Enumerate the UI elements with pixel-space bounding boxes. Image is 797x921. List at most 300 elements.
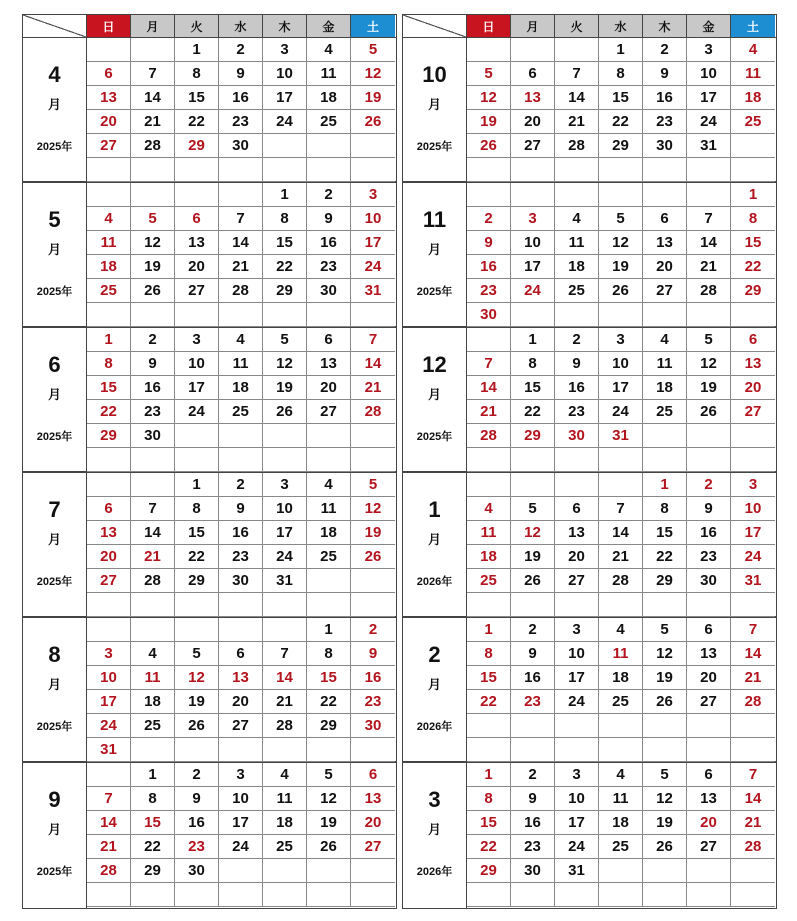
day-cell: 9 <box>511 642 555 666</box>
day-cell: 30 <box>131 424 175 448</box>
day-cell: 25 <box>643 400 687 424</box>
empty-cell <box>87 38 131 62</box>
day-cell: 22 <box>467 690 511 714</box>
day-cell: 28 <box>731 835 775 859</box>
day-cell: 14 <box>87 811 131 835</box>
day-cell: 31 <box>555 859 599 883</box>
day-cell: 19 <box>263 376 307 400</box>
empty-cell <box>643 303 687 327</box>
day-cell: 13 <box>555 521 599 545</box>
month-block <box>23 38 396 183</box>
empty-cell <box>307 593 351 617</box>
empty-cell <box>263 738 307 762</box>
day-cell: 22 <box>175 110 219 134</box>
month-block <box>403 183 776 328</box>
day-cell: 12 <box>131 231 175 255</box>
weekday-saturday: 土 <box>351 15 395 37</box>
day-cell: 20 <box>687 666 731 690</box>
day-cell: 18 <box>599 811 643 835</box>
day-cell: 20 <box>307 376 351 400</box>
empty-cell <box>599 473 643 497</box>
day-cell: 28 <box>599 569 643 593</box>
month-label <box>403 38 467 181</box>
day-cell: 5 <box>351 38 395 62</box>
day-cell: 24 <box>555 835 599 859</box>
month-year: 2025年 <box>36 141 73 153</box>
day-cell: 5 <box>643 618 687 642</box>
day-grid <box>87 618 396 761</box>
day-grid <box>87 38 396 181</box>
day-cell: 9 <box>687 497 731 521</box>
month-char: 月 <box>427 242 441 257</box>
day-cell: 4 <box>731 38 775 62</box>
empty-cell <box>175 738 219 762</box>
empty-cell <box>307 448 351 472</box>
empty-cell <box>307 859 351 883</box>
day-cell: 28 <box>131 569 175 593</box>
month-char: 月 <box>427 822 441 837</box>
day-cell: 30 <box>467 303 511 327</box>
day-cell: 16 <box>555 376 599 400</box>
day-cell: 30 <box>511 859 555 883</box>
day-cell: 23 <box>511 835 555 859</box>
day-cell: 15 <box>263 231 307 255</box>
month-label <box>403 618 467 761</box>
month-block <box>403 763 776 908</box>
day-cell: 9 <box>307 207 351 231</box>
month-number: 8 <box>48 642 61 667</box>
day-cell: 23 <box>643 110 687 134</box>
day-cell: 27 <box>87 569 131 593</box>
month-label <box>23 38 87 181</box>
day-cell: 17 <box>175 376 219 400</box>
day-cell: 29 <box>175 134 219 158</box>
day-grid <box>87 328 396 471</box>
weekday-monday: 月 <box>511 15 555 37</box>
day-cell: 30 <box>643 134 687 158</box>
empty-cell <box>351 158 395 182</box>
day-cell: 26 <box>467 134 511 158</box>
day-cell: 24 <box>687 110 731 134</box>
day-cell: 4 <box>307 473 351 497</box>
empty-cell <box>643 448 687 472</box>
day-cell: 15 <box>599 86 643 110</box>
day-cell: 8 <box>175 62 219 86</box>
day-cell: 1 <box>131 763 175 787</box>
day-cell: 17 <box>555 666 599 690</box>
month-year: 2025年 <box>416 141 453 153</box>
day-cell: 9 <box>643 62 687 86</box>
day-cell: 19 <box>687 376 731 400</box>
day-cell: 3 <box>87 642 131 666</box>
day-cell: 30 <box>219 134 263 158</box>
month-char: 月 <box>427 532 441 547</box>
month-number: 5 <box>48 207 61 232</box>
empty-cell <box>351 593 395 617</box>
day-cell: 14 <box>351 352 395 376</box>
empty-cell <box>555 303 599 327</box>
day-cell: 6 <box>307 328 351 352</box>
day-cell: 18 <box>643 376 687 400</box>
month-char: 月 <box>427 387 441 402</box>
day-cell: 14 <box>555 86 599 110</box>
empty-cell <box>599 183 643 207</box>
day-cell: 22 <box>307 690 351 714</box>
day-cell: 14 <box>219 231 263 255</box>
day-cell: 2 <box>511 763 555 787</box>
day-cell: 4 <box>643 328 687 352</box>
day-cell: 12 <box>643 787 687 811</box>
weekday-friday: 金 <box>307 15 351 37</box>
day-cell: 8 <box>511 352 555 376</box>
day-cell: 23 <box>131 400 175 424</box>
day-cell: 14 <box>263 666 307 690</box>
day-cell: 21 <box>467 400 511 424</box>
day-cell: 26 <box>351 110 395 134</box>
day-cell: 2 <box>687 473 731 497</box>
day-cell: 22 <box>731 255 775 279</box>
day-cell: 2 <box>467 207 511 231</box>
calendar-panel-left <box>22 14 397 909</box>
day-cell: 18 <box>555 255 599 279</box>
day-cell: 21 <box>731 811 775 835</box>
empty-cell <box>511 473 555 497</box>
day-cell: 2 <box>307 183 351 207</box>
month-char: 月 <box>47 532 61 547</box>
day-cell: 21 <box>351 376 395 400</box>
month-char: 月 <box>427 97 441 112</box>
empty-cell <box>87 183 131 207</box>
day-cell: 15 <box>511 376 555 400</box>
empty-cell <box>599 303 643 327</box>
day-cell: 7 <box>131 497 175 521</box>
day-cell: 21 <box>599 545 643 569</box>
day-cell: 13 <box>687 642 731 666</box>
month-char: 月 <box>47 387 61 402</box>
empty-cell <box>175 424 219 448</box>
day-cell: 4 <box>467 497 511 521</box>
empty-cell <box>555 183 599 207</box>
empty-cell <box>263 303 307 327</box>
day-cell: 3 <box>511 207 555 231</box>
day-cell: 9 <box>175 787 219 811</box>
day-grid <box>467 38 776 181</box>
day-cell: 27 <box>511 134 555 158</box>
empty-cell <box>687 448 731 472</box>
day-cell: 18 <box>219 376 263 400</box>
month-number: 1 <box>428 497 441 522</box>
day-cell: 27 <box>687 690 731 714</box>
day-cell: 5 <box>511 497 555 521</box>
day-cell: 16 <box>687 521 731 545</box>
empty-cell <box>219 883 263 907</box>
empty-cell <box>731 883 775 907</box>
month-block <box>403 473 776 618</box>
day-cell: 14 <box>731 642 775 666</box>
empty-cell <box>731 738 775 762</box>
day-cell: 24 <box>175 400 219 424</box>
weekday-monday: 月 <box>131 15 175 37</box>
day-cell: 2 <box>219 473 263 497</box>
empty-cell <box>131 158 175 182</box>
day-cell: 7 <box>731 618 775 642</box>
empty-cell <box>555 158 599 182</box>
day-grid <box>467 618 776 761</box>
empty-cell <box>175 448 219 472</box>
empty-cell <box>219 859 263 883</box>
day-cell: 3 <box>219 763 263 787</box>
day-cell: 17 <box>87 690 131 714</box>
day-cell: 15 <box>175 86 219 110</box>
day-cell: 17 <box>511 255 555 279</box>
day-cell: 29 <box>131 859 175 883</box>
day-cell: 11 <box>219 352 263 376</box>
empty-cell <box>731 714 775 738</box>
weekday-tuesday: 火 <box>555 15 599 37</box>
empty-cell <box>263 859 307 883</box>
day-cell: 18 <box>599 666 643 690</box>
weekday-sunday: 日 <box>87 15 131 37</box>
day-cell: 24 <box>219 835 263 859</box>
month-block <box>23 618 396 763</box>
month-label <box>403 763 467 908</box>
empty-cell <box>175 883 219 907</box>
day-cell: 1 <box>731 183 775 207</box>
day-cell: 20 <box>351 811 395 835</box>
empty-cell <box>219 593 263 617</box>
day-cell: 6 <box>87 497 131 521</box>
empty-cell <box>599 448 643 472</box>
day-cell: 12 <box>467 86 511 110</box>
day-cell: 25 <box>555 279 599 303</box>
empty-cell <box>731 158 775 182</box>
month-year: 2025年 <box>36 431 73 443</box>
empty-cell <box>219 448 263 472</box>
calendar-panel-right <box>402 14 777 909</box>
day-cell: 16 <box>511 811 555 835</box>
day-cell: 18 <box>131 690 175 714</box>
day-cell: 2 <box>131 328 175 352</box>
empty-cell <box>351 448 395 472</box>
day-cell: 5 <box>131 207 175 231</box>
empty-cell <box>219 183 263 207</box>
month-char: 月 <box>47 822 61 837</box>
weekday-header <box>403 15 776 38</box>
day-cell: 26 <box>687 400 731 424</box>
empty-cell <box>511 593 555 617</box>
day-cell: 3 <box>687 38 731 62</box>
day-cell: 28 <box>555 134 599 158</box>
month-block <box>403 38 776 183</box>
empty-cell <box>467 158 511 182</box>
day-cell: 15 <box>467 666 511 690</box>
day-cell: 8 <box>263 207 307 231</box>
day-cell: 8 <box>467 787 511 811</box>
day-cell: 1 <box>511 328 555 352</box>
empty-cell <box>87 593 131 617</box>
weekday-thursday: 木 <box>643 15 687 37</box>
empty-cell <box>263 158 307 182</box>
empty-cell <box>263 883 307 907</box>
month-year: 2025年 <box>36 721 73 733</box>
day-cell: 29 <box>731 279 775 303</box>
day-cell: 6 <box>351 763 395 787</box>
day-cell: 7 <box>731 763 775 787</box>
empty-cell <box>87 158 131 182</box>
day-grid <box>467 763 776 908</box>
day-cell: 28 <box>263 714 307 738</box>
empty-cell <box>555 448 599 472</box>
empty-cell <box>131 38 175 62</box>
day-cell: 11 <box>467 521 511 545</box>
empty-cell <box>351 883 395 907</box>
day-cell: 28 <box>131 134 175 158</box>
day-cell: 2 <box>643 38 687 62</box>
day-cell: 8 <box>175 497 219 521</box>
day-cell: 5 <box>643 763 687 787</box>
empty-cell <box>643 738 687 762</box>
day-cell: 10 <box>263 62 307 86</box>
empty-cell <box>175 158 219 182</box>
empty-cell <box>219 158 263 182</box>
weekday-friday: 金 <box>687 15 731 37</box>
day-cell: 27 <box>307 400 351 424</box>
day-cell: 30 <box>175 859 219 883</box>
day-grid <box>467 473 776 616</box>
day-cell: 19 <box>511 545 555 569</box>
empty-cell <box>687 714 731 738</box>
empty-cell <box>511 714 555 738</box>
day-cell: 23 <box>351 690 395 714</box>
empty-cell <box>643 158 687 182</box>
day-cell: 21 <box>219 255 263 279</box>
day-cell: 26 <box>307 835 351 859</box>
day-cell: 31 <box>731 569 775 593</box>
empty-cell <box>511 38 555 62</box>
month-year: 2026年 <box>416 866 453 878</box>
day-cell: 2 <box>511 618 555 642</box>
day-cell: 28 <box>219 279 263 303</box>
day-cell: 2 <box>219 38 263 62</box>
day-cell: 12 <box>307 787 351 811</box>
day-cell: 11 <box>731 62 775 86</box>
day-cell: 22 <box>131 835 175 859</box>
day-cell: 2 <box>555 328 599 352</box>
day-cell: 8 <box>87 352 131 376</box>
empty-cell <box>131 473 175 497</box>
empty-cell <box>555 714 599 738</box>
day-cell: 1 <box>263 183 307 207</box>
month-block <box>403 328 776 473</box>
day-cell: 26 <box>131 279 175 303</box>
empty-cell <box>351 859 395 883</box>
day-cell: 17 <box>731 521 775 545</box>
day-cell: 6 <box>687 618 731 642</box>
empty-cell <box>687 424 731 448</box>
day-cell: 15 <box>87 376 131 400</box>
day-cell: 17 <box>263 521 307 545</box>
month-label <box>23 328 87 471</box>
day-cell: 5 <box>263 328 307 352</box>
day-cell: 19 <box>599 255 643 279</box>
day-cell: 21 <box>131 110 175 134</box>
day-cell: 30 <box>555 424 599 448</box>
day-cell: 8 <box>643 497 687 521</box>
empty-cell <box>219 303 263 327</box>
day-cell: 13 <box>731 352 775 376</box>
day-cell: 31 <box>351 279 395 303</box>
day-cell: 17 <box>263 86 307 110</box>
day-cell: 11 <box>599 787 643 811</box>
empty-cell <box>131 738 175 762</box>
day-cell: 19 <box>351 86 395 110</box>
day-cell: 18 <box>467 545 511 569</box>
day-cell: 16 <box>219 521 263 545</box>
empty-cell <box>511 303 555 327</box>
day-cell: 6 <box>643 207 687 231</box>
day-cell: 7 <box>219 207 263 231</box>
day-cell: 12 <box>687 352 731 376</box>
day-cell: 26 <box>175 714 219 738</box>
empty-cell <box>599 883 643 907</box>
empty-cell <box>731 424 775 448</box>
day-cell: 10 <box>555 642 599 666</box>
empty-cell <box>351 569 395 593</box>
day-cell: 27 <box>555 569 599 593</box>
empty-cell <box>87 618 131 642</box>
day-cell: 6 <box>687 763 731 787</box>
day-cell: 28 <box>687 279 731 303</box>
day-cell: 15 <box>307 666 351 690</box>
day-cell: 1 <box>175 473 219 497</box>
day-cell: 24 <box>511 279 555 303</box>
weekday-wednesday: 水 <box>599 15 643 37</box>
day-cell: 5 <box>351 473 395 497</box>
day-cell: 8 <box>307 642 351 666</box>
day-cell: 20 <box>219 690 263 714</box>
day-cell: 7 <box>351 328 395 352</box>
day-cell: 14 <box>131 521 175 545</box>
day-cell: 29 <box>511 424 555 448</box>
day-cell: 3 <box>555 618 599 642</box>
day-cell: 9 <box>219 62 263 86</box>
empty-cell <box>643 183 687 207</box>
empty-cell <box>511 183 555 207</box>
day-cell: 25 <box>599 690 643 714</box>
day-cell: 31 <box>87 738 131 762</box>
empty-cell <box>263 618 307 642</box>
empty-cell <box>731 448 775 472</box>
day-cell: 6 <box>555 497 599 521</box>
empty-cell <box>555 593 599 617</box>
empty-cell <box>307 158 351 182</box>
day-cell: 13 <box>87 86 131 110</box>
corner-cell <box>403 15 467 37</box>
empty-cell <box>351 424 395 448</box>
empty-cell <box>467 38 511 62</box>
day-cell: 27 <box>219 714 263 738</box>
empty-cell <box>175 618 219 642</box>
day-cell: 11 <box>599 642 643 666</box>
day-cell: 21 <box>87 835 131 859</box>
empty-cell <box>687 883 731 907</box>
day-cell: 11 <box>555 231 599 255</box>
month-label <box>23 183 87 326</box>
day-cell: 14 <box>467 376 511 400</box>
day-cell: 12 <box>599 231 643 255</box>
empty-cell <box>219 424 263 448</box>
day-cell: 19 <box>175 690 219 714</box>
